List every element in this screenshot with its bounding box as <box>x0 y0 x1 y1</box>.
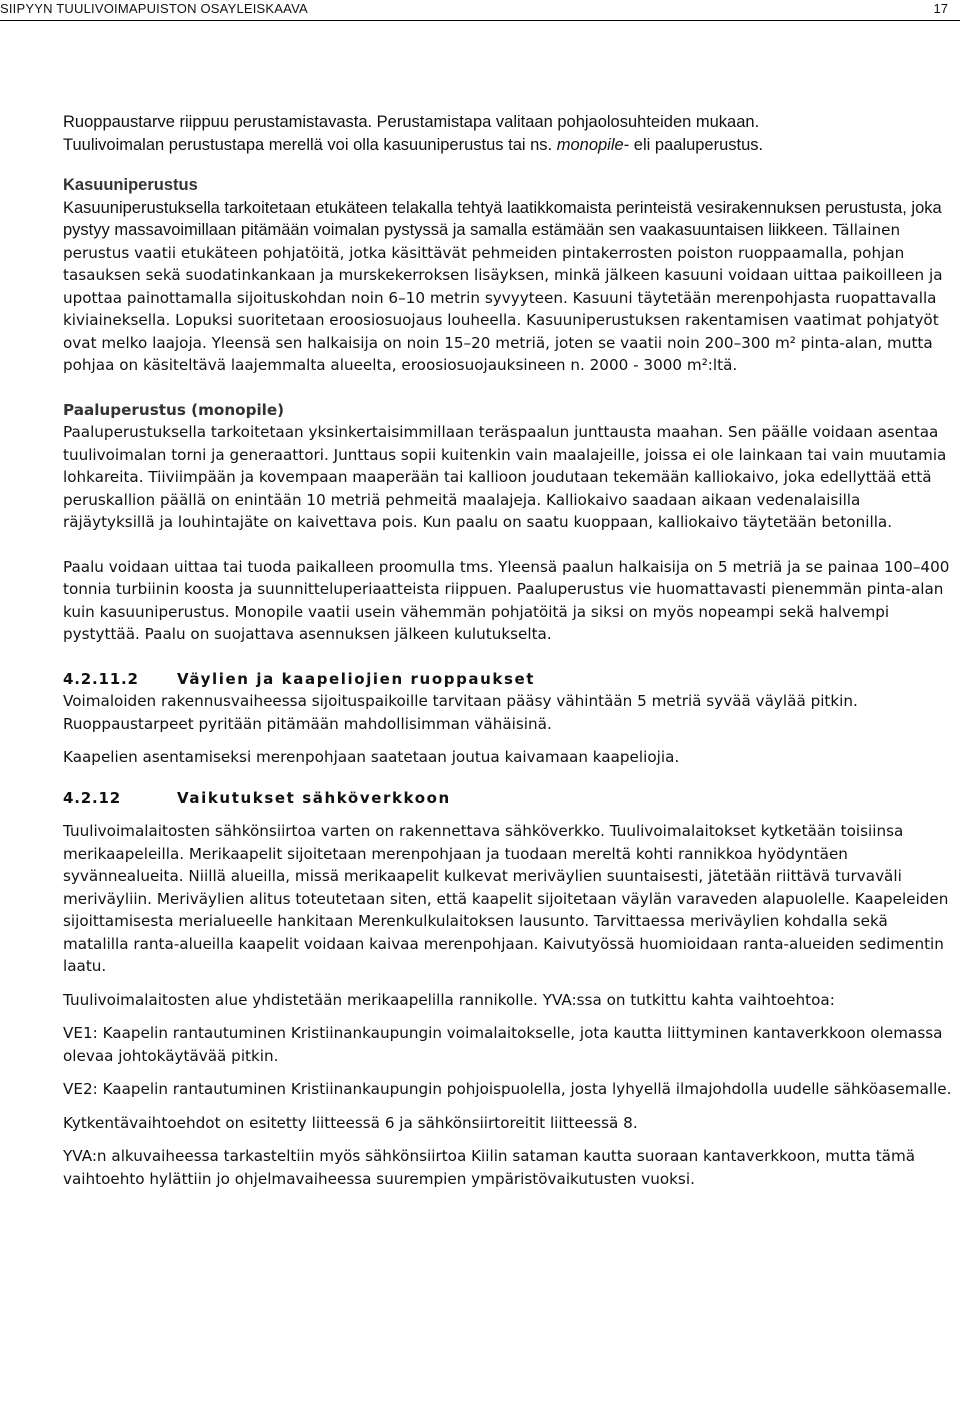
document-title: SIIPYYN TUULIVOIMAPUISTON OSAYLEISKAAVA <box>0 1 308 16</box>
sahkoverkko-paragraph-1: Tuulivoimalaitosten sähkönsiirtoa varten on rakennettava sähköverkko. Tuulivoimalaitokset kytketään toisiinsa merikaapeleilla. Merikaapelit sijoitetaan merenpohjaan ja tuodaan mereltä kohti rannikkoa hyödyntäen syvännealueita. Niillä alueilla, missä merikaapelit kulkevat meriväylien suuntaisesti, jätetään riittävä turvaväli meriväyliin. Meriväylien alitus toteutetaan siten, että kaapelit sijoitetaan väylän varaveden alapuolelle. Kaapeleiden sijoittamisesta merialueelle hankitaan Merenkulkulaitoksen lausunto. Tarvittaessa meriväylien kohdalla sekä matalilla ranta-alueilla kaapelit voidaan kaivaa merenpohjaan. Kaivutyössä huomioidaan ranta-alueiden sedimentin laatu. <box>63 822 949 975</box>
sahkoverkko-paragraph-5: Kytkentävaihtoehdot on esitetty liitteessä 6 ja sähkönsiirtoreitit liitteessä 8. <box>63 1113 638 1132</box>
intro-line-2-start: Tuulivoimalan perustustapa merellä voi olla kasuuniperustus tai ns. <box>63 135 557 154</box>
paalu-paragraph-2: Paalu voidaan uittaa tai tuoda paikalleen proomulla tms. Yleensä paalun halkaisija on 5 metriä ja se painaa 100–400 tonnia turbiinin koosta ja suunnitteluperiaatteista riippuen. Paaluperustus vie huomattavasti pienemmän pinta-alan kuin kasuuniperustus. Monopile vaatii usein vähemmän pohjatöitä ja siksi on myös nopeampi sekä halvempi pystyttää. Paalu on suojattava asennuksen jälkeen kulutukselta. <box>63 557 950 643</box>
kasuuni-paragraph-part-2: Tällainen perustus vaatii etukäteen pohjatöitä, jotka käsittävät pehmeiden pintakerrosten poiston ruoppaamalla, pohjan tasauksen sekä suodatinkankaan ja murskekerroksen lisäyksen, minkä jälkeen kasuuni voidaan uittaa paikoilleen ja upottaa painottamalla sijoituskohdan noin 6–10 metrin syvyyteen. Kasuuni täytetään merenpohjasta ruopattavalla kiviaineksella. Lopuksi suoritetaan eroosiosuojaus louheella. Kasuuniperustuksen rakentamisen vaatimat pohjatyöt ovat melko laajoja. Yleensä sen halkaisija on noin 15–20 metriä, joten se vaatii noin 200–300 m² pinta-alan, mutta pohjaa on käsiteltävä laajemmalta alueelta, eroosiosuojauksineen n. 2000 - 3000 m²:ltä. <box>63 221 943 374</box>
intro-line-2-end: - eli paaluperustus. <box>623 135 764 154</box>
page-header <box>0 0 960 24</box>
sahkoverkko-paragraph-6: YVA:n alkuvaiheessa tarkasteltiin myös sähkönsiirtoa Kiilin sataman kautta suoraan kantaverkkoon, mutta tämä vaihtoehto hylättiin jo ohjelmavaiheessa suurempien ympäristövaikutusten vuoksi. <box>63 1147 916 1188</box>
sahkoverkko-ve2: VE2: Kaapelin rantautuminen Kristiinankaupungin pohjoispuolella, josta lyhyellä ilmajohdolla uudelle sähköasemalle. <box>63 1080 952 1098</box>
page-number: 17 <box>933 1 948 16</box>
sahkoverkko-ve1: VE1: Kaapelin rantautuminen Kristiinankaupungin voimalaitokselle, jota kautta liittyminen kantaverkkoon olemassa olevaa johtokäytävää pitkin. <box>63 1024 943 1065</box>
section-4-2-12-heading <box>63 787 955 810</box>
vaylat-paragraph-2: Kaapelien asentamiseksi merenpohjaan saatetaan joutua kaivamaan kaapeliojia. <box>63 748 680 766</box>
vaylat-paragraph-1: Voimaloiden rakennusvaiheessa sijoituspaikoille tarvitaan pääsy vähintään 5 metriä syvää väylää pitkin. Ruoppaustarpeet pyritään pitämään mahdollisimman vähäisinä. <box>63 692 858 733</box>
intro-monopile-term: monopile <box>556 135 624 154</box>
kasuuni-heading: Kasuuniperustus <box>63 176 198 194</box>
kasuuni-paragraph <box>63 197 955 377</box>
intro-line-1: Ruoppaustarve riippuu perustamistavasta. Perustamistapa valitaan pohjaolosuhteiden mukaan. <box>63 113 760 131</box>
section-title: Vaikutukset sähköverkkoon <box>177 788 451 807</box>
intro-paragraph <box>63 111 955 156</box>
sahkoverkko-paragraph-2: Tuulivoimalaitosten alue yhdistetään merikaapelilla rannikolle. YVA:ssa on tutkittu kahta vaihtoehtoa: <box>63 990 835 1009</box>
section-number: 4.2.11.2 <box>63 669 139 688</box>
page-body <box>63 111 955 1190</box>
section-title: Väylien ja kaapeliojien ruoppaukset <box>177 669 536 688</box>
section-4-2-11-2-heading <box>63 668 955 691</box>
header-divider <box>0 20 960 21</box>
kasuuni-paragraph-part-1: Kasuuniperustuksella tarkoitetaan etukäteen telakalla tehtyä laatikkomaista perinteistä vesirakennuksen perustusta, joka pystyy massavoimillaan pitämään voimalan pystyssä ja samalla estämään sen vaakasuuntaisen liikkeen. <box>63 198 942 239</box>
paalu-paragraph-1: Paaluperustuksella tarkoitetaan yksinkertaisimmillaan teräspaalun junttausta maahan. Sen päälle voidaan asentaa tuulivoimalan torni ja generaattori. Junttaus sopii kuitenkin vain maalajeille, joissa ei ole lainkaan tai vain muutamia lohkareita. Tiiviimpään ja kovempaan maaperään tai kallioon joudutaan tekemään kalliokaivo, joka edellyttää että peruskallion päällä on enintään 10 metriä pehmeitä maalajeja. Kalliokaivo saadaan aikaan vedenalaisilla räjäytyksillä ja louhintajäte on kaivettava pois. Kun paalu on saatu kuoppaan, kalliokaivo täytetään betonilla. <box>63 423 947 531</box>
paalu-heading: Paaluperustus (monopile) <box>63 400 285 419</box>
section-number: 4.2.12 <box>63 788 121 807</box>
